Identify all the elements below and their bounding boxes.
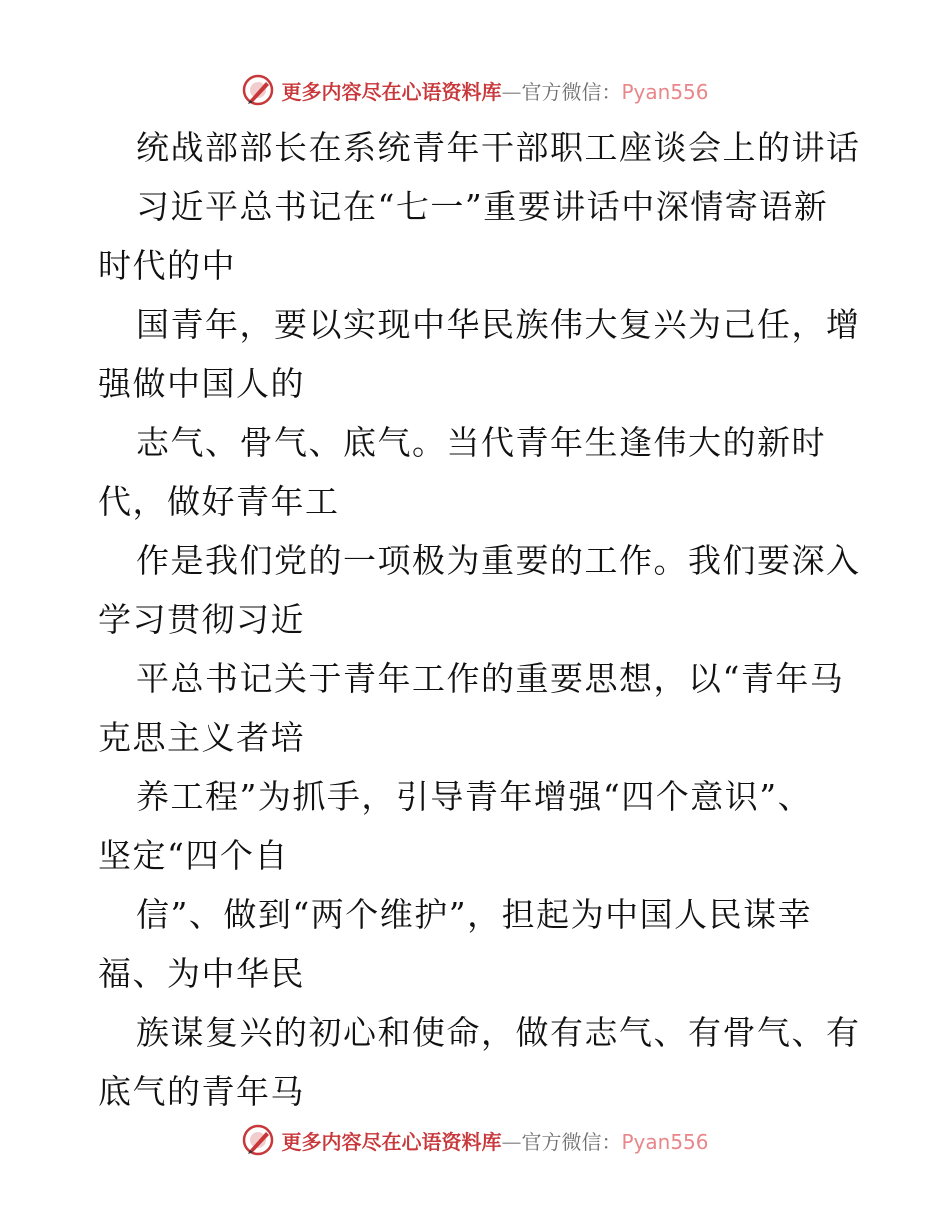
paragraph-line: 底气的青年马	[98, 1072, 305, 1111]
header-account: Pyan556	[621, 79, 709, 104]
document-body	[98, 118, 861, 1121]
paragraph-line: 强做中国人的	[98, 364, 305, 403]
paragraph-line: 国青年，要以实现中华民族伟大复兴为己任，增	[136, 305, 861, 344]
paragraph-line: 克思主义者培	[98, 718, 305, 757]
header-banner	[0, 70, 950, 110]
paragraph-line: 作是我们党的一项极为重要的工作。我们要深入	[136, 541, 861, 580]
header-site-text: 更多内容尽在心语资料库	[281, 79, 502, 104]
paragraph-line: 志气、骨气、底气。当代青年生逢伟大的新时	[136, 423, 826, 462]
footer-site-text: 更多内容尽在心语资料库	[281, 1129, 502, 1154]
header-dash: —	[501, 79, 522, 104]
header-wechat-label: 官方微信：	[521, 79, 622, 104]
paragraph-line: 族谋复兴的初心和使命，做有志气、有骨气、有	[136, 1013, 861, 1052]
paragraph-line: 习近平总书记在“七一”重要讲话中深情寄语新	[136, 187, 829, 226]
paragraph-line: 福、为中华民	[98, 954, 305, 993]
paragraph-line: 养工程”为抓手，引导青年增强“四个意识”、	[136, 777, 813, 816]
footer-wechat-label: 官方微信：	[521, 1129, 622, 1154]
pen-logo-icon	[241, 73, 275, 107]
paragraph-line: 坚定“四个自	[98, 836, 289, 875]
paragraph-line: 时代的中	[98, 246, 236, 285]
footer-dash: —	[501, 1129, 522, 1154]
header-banner-text	[281, 76, 708, 105]
footer-account: Pyan556	[621, 1129, 709, 1154]
document-title: 统战部部长在系统青年干部职工座谈会上的讲话	[136, 128, 861, 167]
pen-logo-icon	[241, 1123, 275, 1157]
paragraph-line: 信”、做到“两个维护”，担起为中国人民谋幸	[136, 895, 813, 934]
paragraph-line: 学习贯彻习近	[98, 600, 305, 639]
footer-banner-text	[281, 1126, 708, 1155]
paragraph-line: 代，做好青年工	[98, 482, 340, 521]
footer-banner	[0, 1120, 950, 1160]
paragraph-line: 平总书记关于青年工作的重要思想，以“青年马	[136, 659, 845, 698]
